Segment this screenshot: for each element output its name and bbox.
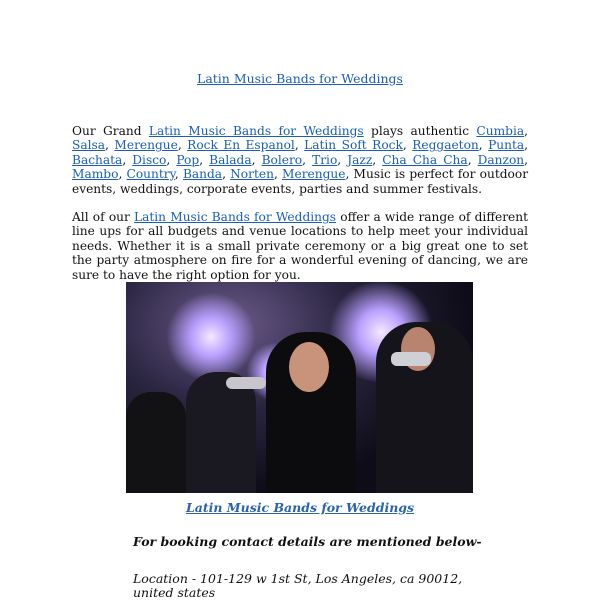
photo-caption bbox=[0, 500, 600, 515]
booking-heading: For booking contact details are mentioned below- bbox=[133, 534, 482, 549]
genre-link[interactable]: Salsa bbox=[72, 138, 106, 153]
text: Our Grand bbox=[72, 124, 149, 138]
intro-paragraph bbox=[72, 124, 528, 196]
genre-link[interactable]: Norten bbox=[230, 167, 274, 182]
genre-link[interactable]: Reggaeton bbox=[412, 138, 479, 153]
band-photo bbox=[126, 282, 473, 493]
lineup-paragraph bbox=[72, 210, 528, 282]
genre-link[interactable]: Jazz bbox=[347, 152, 373, 167]
genre-link[interactable]: Mambo bbox=[72, 167, 119, 182]
genre-link[interactable]: Rock En Espanol bbox=[187, 138, 295, 153]
genre-link[interactable]: Merengue bbox=[114, 138, 178, 153]
genre-link[interactable]: Merengue bbox=[282, 167, 346, 182]
bands-link[interactable]: Latin Music Bands for Weddings bbox=[148, 124, 364, 138]
genre-link[interactable]: Punta bbox=[488, 138, 525, 153]
page-title bbox=[0, 71, 600, 86]
genre-link[interactable]: Cumbia bbox=[476, 124, 525, 138]
genre-link[interactable]: Trio bbox=[312, 152, 338, 167]
genre-link[interactable]: Cha Cha Cha bbox=[382, 152, 468, 167]
genre-link[interactable]: Balada bbox=[209, 152, 252, 167]
caption-link[interactable]: Latin Music Bands for Weddings bbox=[185, 500, 415, 515]
text: , Music is perfect for outdoor events, weddings, corporate events, parties and summer festivals. bbox=[72, 167, 529, 196]
genre-links: Cumbia, Salsa, Merengue, Rock En Espanol, Latin Soft Rock, Reggaeton, Punta, Bachata, Disco, Pop, Balada, Bolero, Trio, Jazz, Cha Cha Cha, Danzon, Mambo, Country, Banda, Norten, Merengue bbox=[72, 124, 529, 182]
genre-link[interactable]: Bolero bbox=[261, 152, 303, 167]
title-link[interactable]: Latin Music Bands for Weddings bbox=[197, 71, 403, 86]
bands-link[interactable]: Latin Music Bands for Weddings bbox=[134, 210, 337, 224]
location-text: Location - 101-129 w 1st St, Los Angeles, ca 90012, united states bbox=[133, 571, 463, 600]
text: All of our bbox=[72, 210, 135, 224]
text: offer a wide range of different line ups for all budgets and venue locations to help meet your individual needs. Whether it is a small private ceremony or a big great one to set the party atmosphere on fire for a wonderful evening of dancing, we are sure to have the right option for you. bbox=[72, 210, 528, 282]
genre-link[interactable]: Disco bbox=[132, 152, 167, 167]
text: plays authentic bbox=[363, 124, 477, 138]
genre-link[interactable]: Pop bbox=[176, 152, 200, 167]
genre-link[interactable]: Bachata bbox=[72, 152, 123, 167]
genre-link[interactable]: Country bbox=[126, 167, 175, 182]
genre-link[interactable]: Banda bbox=[182, 167, 223, 182]
genre-link[interactable]: Danzon bbox=[477, 152, 525, 167]
genre-link[interactable]: Latin Soft Rock bbox=[304, 138, 403, 153]
